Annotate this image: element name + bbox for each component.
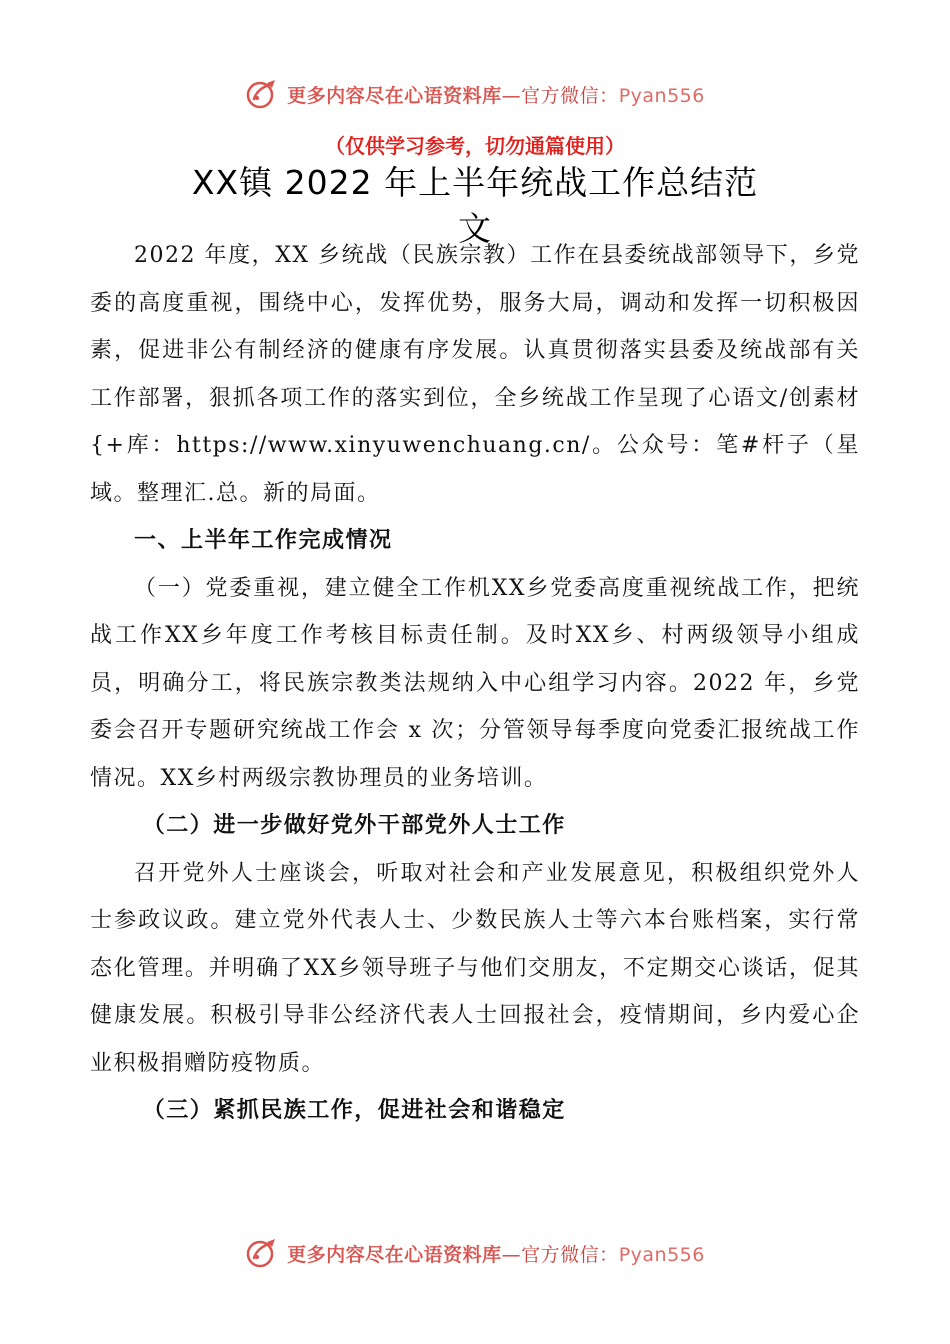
title-line-1: XX镇 2022 年上半年统战工作总结范 bbox=[191, 163, 759, 202]
watermark-wechat-id: Pyan556 bbox=[618, 84, 705, 107]
watermark-header bbox=[0, 74, 950, 114]
watermark-sub-text: —官方微信： bbox=[501, 1243, 619, 1266]
watermark-text bbox=[287, 81, 705, 108]
subsection-1-paragraph: （一）党委重视，建立健全工作机XX乡党委高度重视统战工作，把统战工作XX乡年度工作考核目标责任制。及时XX乡、村两级领导小组成员，明确分工，将民族宗教类法规纳入中心组学习内容。2022 年，乡党委会召开专题研究统战工作会 x 次；分管领导每季度向党委汇报统战工作情况。XX乡村两级宗教协理员的业务培训。 bbox=[90, 575, 860, 791]
usage-notice: （仅供学习参考，切勿通篇使用） bbox=[325, 134, 625, 158]
subsection-2-heading: （二）进一步做好党外干部党外人士工作 bbox=[142, 813, 566, 838]
watermark-logo-icon bbox=[245, 77, 279, 111]
document-body bbox=[90, 232, 860, 1135]
watermark-logo-icon bbox=[245, 1236, 279, 1270]
watermark-sub-text: —官方微信： bbox=[501, 84, 619, 107]
title-line-2: 文 bbox=[458, 209, 492, 248]
subsection-2-paragraph: 召开党外人士座谈会，听取对社会和产业发展意见，积极组织党外人士参政议政。建立党外代表人士、少数民族人士等六本台账档案，实行常态化管理。并明确了XX乡领导班子与他们交朋友，不定期交心谈话，促其健康发展。积极引导非公经济代表人士回报社会，疫情期间，乡内爱心企业积极捐赠防疫物质。 bbox=[90, 860, 860, 1076]
watermark-footer bbox=[0, 1233, 950, 1273]
watermark-text bbox=[287, 1240, 705, 1267]
section-1-heading: 一、上半年工作完成情况 bbox=[134, 528, 393, 553]
watermark-main-text: 更多内容尽在心语资料库 bbox=[287, 84, 502, 107]
intro-paragraph: 2022 年度，XX 乡统战（民族宗教）工作在县委统战部领导下，乡党委的高度重视，围绕中心，发挥优势，服务大局，调动和发挥一切积极因素，促进非公有制经济的健康有序发展。认真贯彻落实县委及统战部有关工作部署，狠抓各项工作的落实到位，全乡统战工作呈现了心语文/创素材{+库：https://www.xinyuwenchuang.cn/。公众号：笔#杆子（星域。整理汇.总。新的局面。 bbox=[90, 243, 860, 506]
subsection-3-heading: （三）紧抓民族工作，促进社会和谐稳定 bbox=[142, 1098, 566, 1123]
watermark-main-text: 更多内容尽在心语资料库 bbox=[287, 1243, 502, 1266]
watermark-wechat-id: Pyan556 bbox=[618, 1243, 705, 1266]
